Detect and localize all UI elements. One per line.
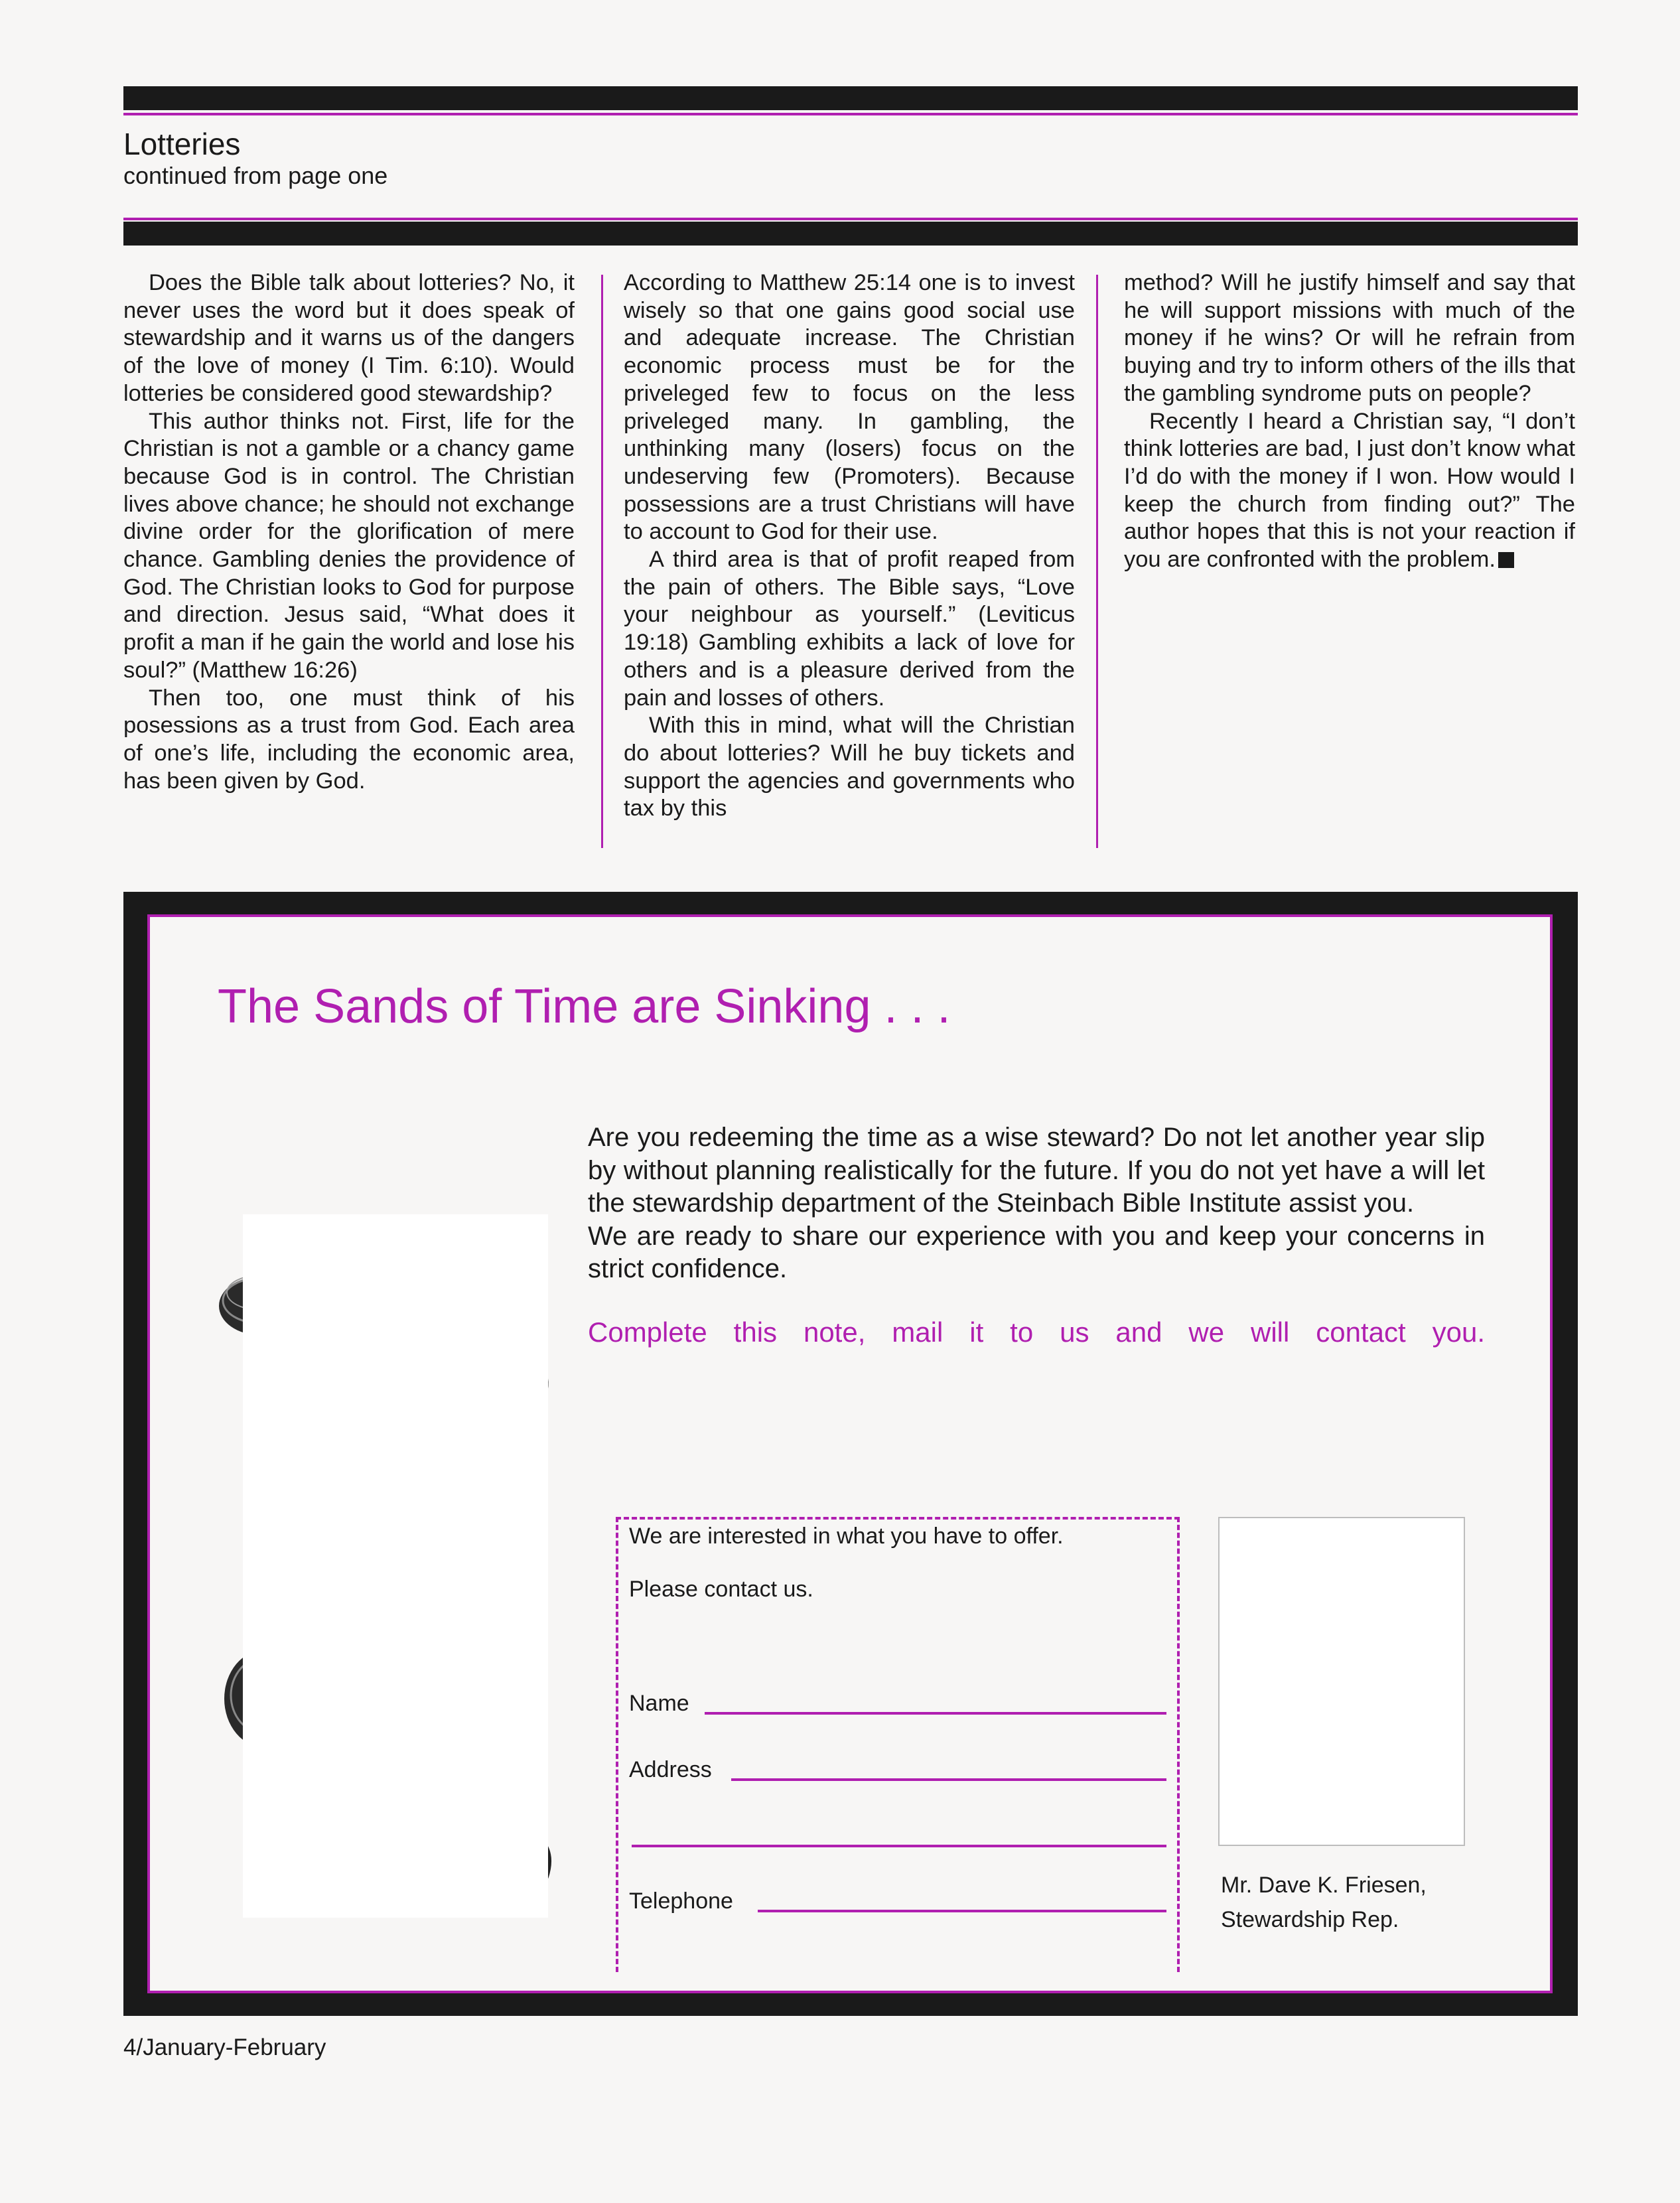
ad-title: The Sands of Time are Sinking . . . <box>218 980 951 1033</box>
name-label: Name <box>629 1691 689 1716</box>
mid-black-band <box>123 222 1578 246</box>
column-divider <box>601 275 603 848</box>
page-footer: 4/January-February <box>123 2034 326 2060</box>
name-field[interactable] <box>705 1712 1166 1715</box>
page-subtitle: continued from page one <box>123 162 388 189</box>
address-label: Address <box>629 1757 712 1782</box>
telephone-label: Telephone <box>629 1888 733 1914</box>
paragraph: method? Will he justify himself and say that he will support missions with much of the money if he wins? Or will he refrain from buying and try to inform others of the ills that the gambling syndrome puts on people? <box>1124 270 1575 406</box>
paragraph: Does the Bible talk about lotteries? No, it never uses the word but it does speak of stewardship and it warns us of the dangers of the love of money (I Tim. 6:10). Would lotteries be considered good stewardship? <box>123 270 575 406</box>
ad-call-to-action: Complete this note, mail it to us and we will contact you. <box>588 1316 1485 1348</box>
article-column-3 <box>1124 269 1575 574</box>
ad-paragraph: Are you redeeming the time as a wise steward? Do not let another year slip by without planning realistically for the future. If you do not yet have a will let the stewardship department of the Steinbach Bible Institute assist you. <box>588 1123 1485 1218</box>
paragraph <box>1124 408 1575 574</box>
address-field-line-2[interactable] <box>632 1845 1166 1847</box>
rep-name: Mr. Dave K. Friesen, <box>1221 1873 1427 1898</box>
telephone-field[interactable] <box>758 1910 1166 1912</box>
ad-body <box>588 1121 1485 1286</box>
paragraph: Then too, one must think of his posessions as a trust from God. Each area of one’s life, including the economic area, has been given by God. <box>123 685 575 794</box>
page-title: Lotteries <box>123 127 241 161</box>
paragraph: With this in mind, what will the Christian do about lotteries? Will he buy tickets and support the agencies and governments who tax by this <box>624 713 1075 821</box>
column-divider <box>1096 275 1098 848</box>
article-column-2 <box>624 269 1075 823</box>
coupon-line-2: Please contact us. <box>629 1577 813 1602</box>
rep-photo <box>1218 1517 1465 1846</box>
paragraph: A third area is that of profit reaped from the pain of others. The Bible says, “Love your neighbour as yourself.” (Leviticus 19:18) Gambling exhibits a lack of love for others and is a pleasure derived from the pain and losses of others. <box>624 547 1075 711</box>
article-heading <box>123 126 387 190</box>
paragraph: According to Matthew 25:14 one is to invest wisely so that one gains good social use and adequate increase. The Christian economic process must be for the priveleged few to focus on the less priveleged many. In gambling, the unthinking many (losers) focus on the undeserving few (Promoters). Because possessions are a trust Christians will have to account to God for their use. <box>624 270 1075 545</box>
paragraph: This author thinks not. First, life for the Christian is not a gamble or a chancy game because God is in control. The Christian lives above chance; he should not exchange divine order for the glorification of mere chance. Gambling denies the providence of God. The Christian looks to God for purpose and direction. Jesus said, “What does it profit a man if he gain the world and lose his soul?” (Matthew 16:26) <box>123 408 575 683</box>
ad-paragraph: We are ready to share our experience with you and keep your concerns in strict confidence. <box>588 1221 1485 1283</box>
top-pink-rule <box>123 113 1578 115</box>
address-field[interactable] <box>731 1778 1166 1781</box>
paragraph-text: Recently I heard a Christian say, “I don’t think lotteries are bad, I just don’t know what I’d do with the money if I won. How would I keep the church from finding out?” The author hopes that this is not your reaction if you are confronted with the problem. <box>1124 408 1575 573</box>
rep-title: Stewardship Rep. <box>1221 1907 1399 1932</box>
photo-placeholder <box>243 1214 548 1918</box>
article-column-1 <box>123 269 575 795</box>
coupon-line-1: We are interested in what you have to offer. <box>629 1524 1064 1549</box>
top-black-band <box>123 86 1578 110</box>
mid-pink-rule <box>123 218 1578 220</box>
end-mark-icon <box>1498 552 1514 568</box>
